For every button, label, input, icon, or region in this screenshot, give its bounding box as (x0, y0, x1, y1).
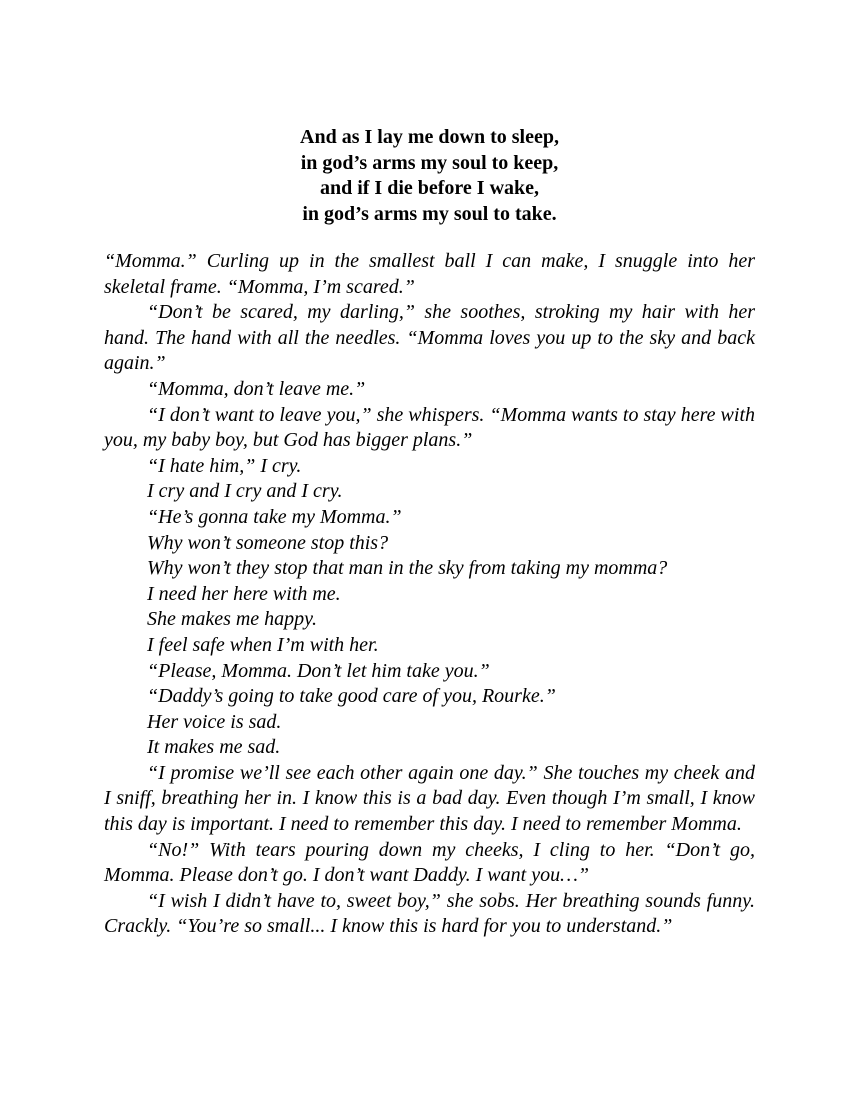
paragraph: “Please, Momma. Don’t let him take you.” (147, 659, 490, 682)
paragraph: It makes me sad. (147, 736, 281, 759)
verse-line: in god’s arms my soul to keep, (300, 151, 559, 174)
paragraph: “Momma.” Curling up in the smallest ball I can make, I snuggle into her skeletal frame. “Momma, I’m scared.” (104, 250, 755, 298)
paragraph: Her voice is sad. (147, 710, 282, 733)
paragraph: I cry and I cry and I cry. (147, 480, 343, 503)
paragraph: “I don’t want to leave you,” she whispers. “Momma wants to stay here with you, my baby boy, but God has bigger plans.” (104, 403, 755, 452)
paragraph: “I hate him,” I cry. (147, 454, 302, 477)
verse-line: And as I lay me down to sleep, (300, 126, 559, 148)
paragraph: “Daddy’s going to take good care of you, Rourke.” (147, 685, 556, 708)
paragraph: She makes me happy. (147, 608, 317, 631)
prayer-verse (104, 125, 755, 227)
verse-line: in god’s arms my soul to take. (302, 202, 557, 225)
paragraph: I feel safe when I’m with her. (147, 633, 379, 656)
story-text (104, 249, 755, 940)
paragraph: “I wish I didn’t have to, sweet boy,” she sobs. Her breathing sounds funny. Crackly. “You’re so small... I know this is hard for you to understand.” (104, 889, 755, 938)
paragraph: “Momma, don’t leave me.” (147, 377, 366, 400)
paragraph: Why won’t they stop that man in the sky from taking my momma? (147, 557, 668, 580)
paragraph: I need her here with me. (147, 582, 341, 605)
paragraph: “No!” With tears pouring down my cheeks, I cling to her. “Don’t go, Momma. Please don’t go. I don’t want Daddy. I want you…” (104, 838, 755, 887)
paragraph: Why won’t someone stop this? (147, 531, 389, 554)
paragraph: “He’s gonna take my Momma.” (147, 505, 402, 528)
verse-line: and if I die before I wake, (319, 177, 540, 200)
paragraph: “I promise we’ll see each other again one day.” She touches my cheek and I sniff, breathing her in. I know this is a bad day. Even though I’m small, I know this day is important. I need to remember this day. I need to remember Momma. (104, 761, 755, 836)
paragraph: “Don’t be scared, my darling,” she soothes, stroking my hair with her hand. The hand with all the needles. “Momma loves you up to the sky and back again.” (104, 301, 755, 375)
